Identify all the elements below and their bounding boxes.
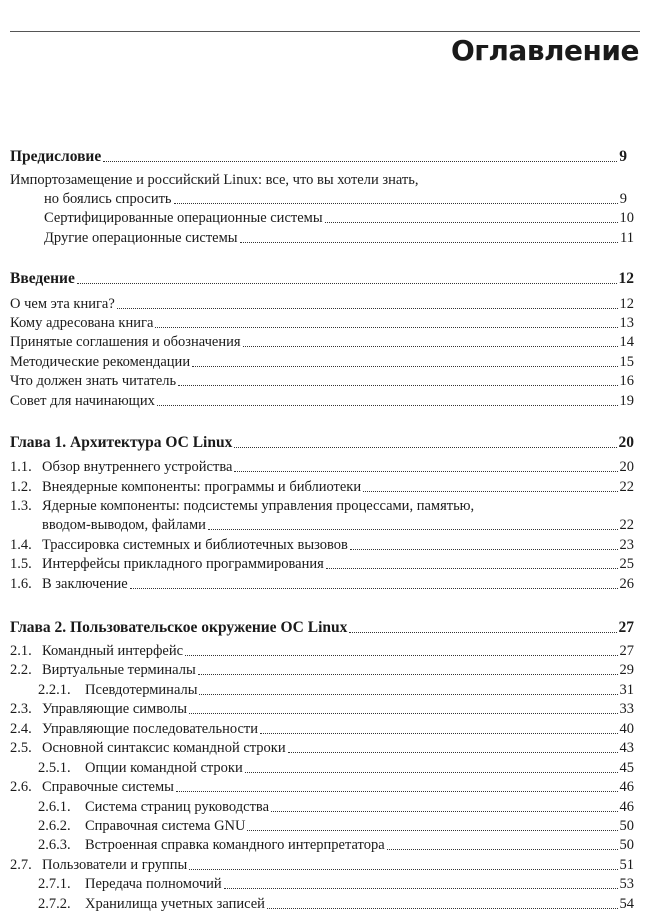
toc-entry[interactable]: [10, 391, 634, 411]
toc-entry-title: вводом-выводом, файлами: [42, 517, 206, 533]
toc-entry-title: Трассировка системных и библиотечных вызовов: [42, 537, 348, 553]
toc-entry-number: 2.6.1.: [38, 799, 71, 815]
leader-dots: [260, 733, 618, 734]
toc-entry[interactable]: [44, 189, 627, 209]
toc-entry-title: Другие операционные системы: [44, 230, 238, 246]
leader-dots: [157, 405, 618, 406]
toc-entry[interactable]: [10, 777, 634, 797]
toc-entry[interactable]: [38, 797, 634, 817]
toc-entry[interactable]: [10, 618, 634, 638]
toc-entry-number: 1.3.: [10, 498, 32, 514]
leader-dots: [267, 908, 618, 909]
toc-entry[interactable]: [38, 835, 634, 855]
toc-entry[interactable]: [10, 699, 634, 719]
leader-dots: [326, 568, 618, 569]
toc-entry[interactable]: [38, 680, 634, 700]
toc-entry-title: Опции командной строки: [85, 760, 243, 776]
toc-entry-title: Пользователи и группы: [42, 857, 188, 873]
leader-dots: [245, 772, 618, 773]
toc-entry-page: 13: [619, 315, 634, 331]
toc-entry-page: 40: [619, 721, 634, 737]
toc-entry-page: 27: [618, 619, 634, 636]
toc-entry-number: 2.3.: [10, 701, 32, 717]
toc-entry-title[interactable]: Импортозамещение и российский Linux: все, что вы хотели знать,: [10, 172, 419, 188]
toc-entry-number: 2.6.: [10, 779, 32, 795]
toc-entry-number: 2.4.: [10, 721, 32, 737]
leader-dots: [178, 385, 617, 386]
toc-entry-page: 45: [619, 760, 634, 776]
toc-entry-title: Сертифицированные операционные системы: [44, 210, 323, 226]
leader-dots: [224, 888, 618, 889]
leader-dots: [192, 366, 617, 367]
toc-entry-title: Справочные системы: [42, 779, 174, 795]
toc-entry-number: 2.5.1.: [38, 760, 71, 776]
toc-entry-title: Справочная система GNU: [85, 818, 246, 834]
toc-entry-page: 51: [619, 857, 634, 873]
toc-entry-title: но боялись спросить: [44, 191, 172, 207]
toc-entry-page: 50: [619, 837, 634, 853]
toc-entry-page: 12: [618, 270, 634, 287]
toc-entry[interactable]: [10, 477, 634, 497]
toc-entry-title: Глава 2. Пользовательское окружение ОС Linux: [10, 619, 348, 636]
leader-dots: [234, 471, 617, 472]
leader-dots: [77, 283, 617, 284]
toc-entry-page: 20: [619, 459, 634, 475]
toc-entry[interactable]: [10, 574, 634, 594]
toc-entry-title: В заключение: [42, 576, 128, 592]
leader-dots: [176, 791, 618, 792]
toc-entry[interactable]: [10, 719, 634, 739]
toc-entry-page: 14: [619, 334, 634, 350]
toc-entry-page: 25: [619, 556, 634, 572]
leader-dots: [155, 327, 617, 328]
leader-dots: [349, 632, 616, 633]
toc-entry-page: 33: [619, 701, 634, 717]
toc-entry-number: 2.7.2.: [38, 896, 71, 912]
leader-dots: [387, 849, 618, 850]
toc-entry-number: 1.5.: [10, 556, 32, 572]
toc-entry[interactable]: [44, 208, 634, 228]
toc-entry[interactable]: [10, 535, 634, 555]
toc-entry-page: 46: [619, 799, 634, 815]
page-title: Оглавление: [450, 34, 639, 67]
toc-entry-title: Ядерные компоненты: подсистемы управления процессами, памятью,: [42, 498, 475, 514]
toc-entry-page: 10: [619, 210, 634, 226]
toc-entry-page: 22: [619, 479, 634, 495]
toc-entry[interactable]: [10, 641, 634, 661]
toc-entry-page: 43: [619, 740, 634, 756]
toc-entry-page: 29: [619, 662, 634, 678]
toc-entry-page: 27: [619, 643, 634, 659]
leader-dots: [174, 203, 618, 204]
toc-entry-page: 11: [620, 230, 634, 246]
toc-entry-page: 46: [619, 779, 634, 795]
leader-dots: [363, 491, 617, 492]
toc-entry-title: Управляющие символы: [42, 701, 187, 717]
toc-entry[interactable]: [10, 496, 474, 516]
toc-entry-title: Система страниц руководства: [85, 799, 270, 815]
toc-entry-title: Передача полномочий: [85, 876, 222, 892]
toc-entry[interactable]: [44, 228, 634, 248]
toc-entry-number: 1.4.: [10, 537, 32, 553]
leader-dots: [243, 346, 618, 347]
toc-entry-title: Методические рекомендации: [10, 354, 191, 370]
toc-entry[interactable]: [10, 433, 634, 453]
leader-dots: [350, 549, 618, 550]
toc-entry[interactable]: [42, 515, 634, 535]
toc-entry-number: 2.6.2.: [38, 818, 71, 834]
toc-entry-number: 2.1.: [10, 643, 32, 659]
toc-entry[interactable]: [10, 855, 634, 875]
leader-dots: [325, 222, 618, 223]
toc-entry[interactable]: [10, 269, 634, 289]
leader-dots: [117, 308, 618, 309]
leader-dots: [199, 694, 617, 695]
leader-dots: [271, 811, 617, 812]
toc-entry-page: 16: [619, 373, 634, 389]
leader-dots: [130, 588, 618, 589]
toc-entry-title: Внеядерные компоненты: программы и библиотеки: [42, 479, 362, 495]
toc-entry-page: 31: [619, 682, 634, 698]
toc-entry[interactable]: [10, 371, 634, 391]
toc-entry-number: 2.2.: [10, 662, 32, 678]
toc-entry-page: 54: [619, 896, 634, 912]
toc-entry[interactable]: [38, 816, 634, 836]
leader-dots: [240, 242, 619, 243]
toc-entry-title: Кому адресована книга: [10, 315, 154, 331]
toc-entry-title: Что должен знать читатель: [10, 373, 177, 389]
toc-entry[interactable]: [38, 874, 634, 894]
toc-entry[interactable]: [10, 294, 634, 314]
toc-entry-title: Предисловие: [10, 148, 102, 165]
toc-entry[interactable]: [10, 313, 634, 333]
leader-dots: [288, 752, 618, 753]
toc-entry-title: Введение: [10, 270, 75, 287]
leader-dots: [189, 713, 618, 714]
toc-entry-title: Основной синтаксис командной строки: [42, 740, 286, 756]
toc-entry[interactable]: [38, 894, 634, 914]
toc-entry-page: 20: [618, 434, 634, 451]
toc-entry-page: 15: [619, 354, 634, 370]
toc-entry-number: 2.7.: [10, 857, 32, 873]
top-rule: [10, 31, 640, 32]
toc-entry[interactable]: [10, 554, 634, 574]
toc-entry[interactable]: [10, 352, 634, 372]
toc-entry-title: Псевдотерминалы: [85, 682, 198, 698]
leader-dots: [185, 655, 617, 656]
toc-entry[interactable]: [10, 738, 634, 758]
toc-entry-number: 1.6.: [10, 576, 32, 592]
toc-entry[interactable]: [10, 147, 627, 167]
toc-entry-title: Хранилища учетных записей: [85, 896, 265, 912]
toc-entry-number: 2.6.3.: [38, 837, 71, 853]
toc-entry[interactable]: [38, 758, 634, 778]
leader-dots: [247, 830, 617, 831]
toc-entry-page: 26: [619, 576, 634, 592]
leader-dots: [234, 447, 616, 448]
toc-entry[interactable]: [10, 457, 634, 477]
toc-entry-page: 50: [619, 818, 634, 834]
toc-entry-title: Управляющие последовательности: [42, 721, 258, 737]
leader-dots: [208, 529, 618, 530]
leader-dots: [198, 674, 618, 675]
toc-entry-title: Встроенная справка командного интерпретатора: [85, 837, 385, 853]
toc-entry-title: Обзор внутреннего устройства: [42, 459, 233, 475]
toc-entry[interactable]: [10, 332, 634, 352]
toc-entry-title: Виртуальные терминалы: [42, 662, 196, 678]
toc-entry-title: Принятые соглашения и обозначения: [10, 334, 241, 350]
toc-entry-title: Интерфейсы прикладного программирования: [42, 556, 324, 572]
toc-entry-page: 53: [619, 876, 634, 892]
toc-entry-title: О чем эта книга?: [10, 296, 115, 312]
toc-entry-number: 1.2.: [10, 479, 32, 495]
leader-dots: [103, 161, 617, 162]
toc-entry[interactable]: [10, 660, 634, 680]
toc-entry-page: 9: [619, 148, 627, 165]
toc-entry-page: 12: [619, 296, 634, 312]
toc-entry-title: Командный интерфейс: [42, 643, 184, 659]
toc-entry-title: Глава 1. Архитектура ОС Linux: [10, 434, 233, 451]
toc-entry-number: 2.7.1.: [38, 876, 71, 892]
toc-entry-number: 2.5.: [10, 740, 32, 756]
toc-entry-page: 22: [619, 517, 634, 533]
leader-dots: [189, 869, 617, 870]
toc-entry-page: 19: [619, 393, 634, 409]
toc-entry-number: 2.2.1.: [38, 682, 71, 698]
toc-entry-page: 23: [619, 537, 634, 553]
toc-entry-number: 1.1.: [10, 459, 32, 475]
toc-entry-title: Совет для начинающих: [10, 393, 155, 409]
toc-entry-page: 9: [619, 191, 627, 207]
